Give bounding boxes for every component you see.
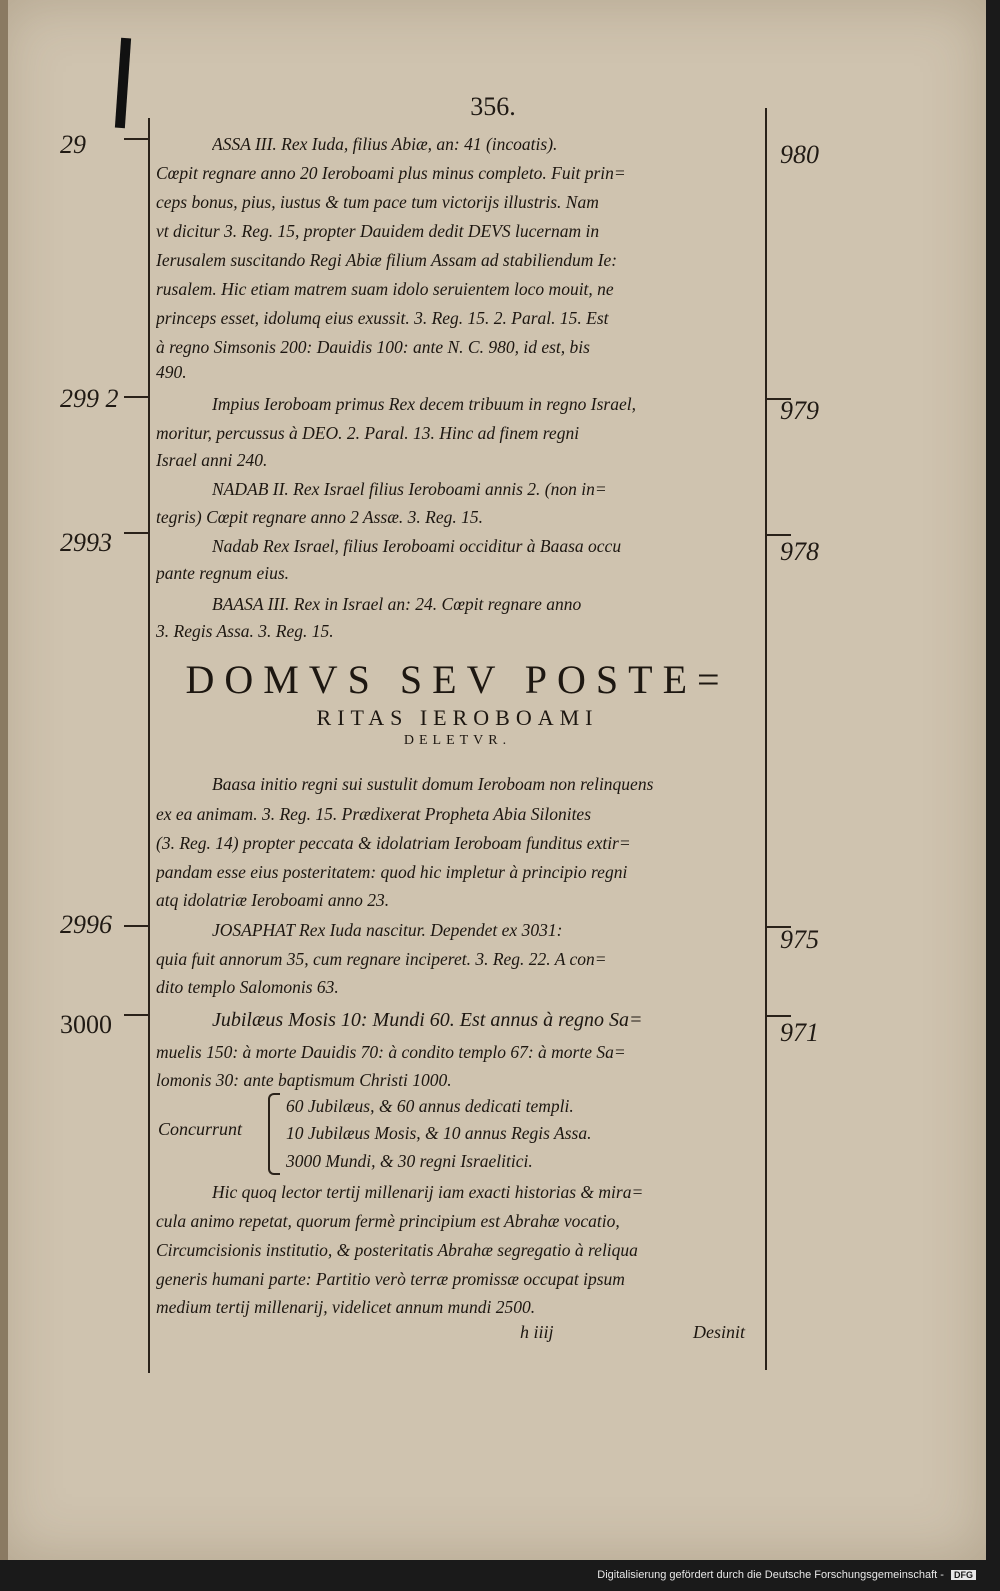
text-line: Impius Ieroboam primus Rex decem tribuum in regno Israel, <box>212 394 636 414</box>
year-anno-mundi: 3000 <box>60 1010 112 1039</box>
year-anno-mundi: 29 <box>60 130 86 159</box>
year-before-christ: 979 <box>780 396 819 425</box>
curly-brace <box>268 1093 280 1175</box>
text-line: medium tertij millenarij, videlicet annum mundi 2500. <box>156 1297 536 1317</box>
text-line: Nadab Rex Israel, filius Ieroboami occiditur à Baasa occu <box>212 536 622 556</box>
text-line: quia fuit annorum 35, cum regnare inciperet. 3. Reg. 22. A con= <box>156 949 607 969</box>
year-anno-mundi: 2993 <box>60 528 112 557</box>
text-line: NADAB II. Rex Israel filius Ieroboami annis 2. (non in= <box>212 479 607 499</box>
year-before-christ: 978 <box>780 537 819 566</box>
text-line: Jubilæus Mosis 10: Mundi 60. Est annus à regno Sa= <box>212 1009 643 1031</box>
right-rule-tick <box>765 1015 791 1017</box>
text-line: JOSAPHAT Rex Iuda nascitur. Dependet ex 3031: <box>212 920 563 940</box>
text-line: ex ea animam. 3. Reg. 15. Prædixerat Propheta Abia Silonites <box>156 804 592 824</box>
text-line: cula animo repetat, quorum fermè principium est Abrahæ vocatio, <box>156 1211 620 1231</box>
text-line: BAASA III. Rex in Israel an: 24. Cœpit regnare anno <box>212 594 582 614</box>
text-line: rusalem. Hic etiam matrem suam idolo seruientem loco mouit, ne <box>156 279 614 299</box>
page-spine-edge <box>0 0 8 1560</box>
text-line: Cœpit regnare anno 20 Ieroboami plus minus completo. Fuit prin= <box>156 163 626 183</box>
catchword: Desinit <box>693 1322 745 1342</box>
dfg-logo: DFG <box>951 1570 976 1580</box>
text-line: Circumcisionis institutio, & posteritatis Abrahæ segregatio à reliqua <box>156 1240 638 1260</box>
section-heading-line2: RITAS IEROBOAMI <box>316 705 599 730</box>
text-line: Israel anni 240. <box>156 450 268 470</box>
right-column-rule <box>765 108 767 1370</box>
concurrunt-item: 10 Jubilæus Mosis, & 10 annus Regis Assa. <box>286 1123 592 1143</box>
right-rule-tick <box>765 534 791 536</box>
text-line: tegris) Cœpit regnare anno 2 Assæ. 3. Reg. 15. <box>156 507 483 527</box>
year-before-christ: 971 <box>780 1018 819 1047</box>
year-before-christ: 975 <box>780 925 819 954</box>
year-anno-mundi: 299 2 <box>60 384 119 413</box>
text-line: moritur, percussus à DEO. 2. Paral. 13. Hinc ad finem regni <box>156 423 580 443</box>
concurrunt-label: Concurrunt <box>158 1119 243 1139</box>
signature-mark: h iiij <box>520 1322 554 1342</box>
text-line: lomonis 30: ante baptismum Christi 1000. <box>156 1070 452 1090</box>
text-line: princeps esset, idolumq eius exussit. 3. Reg. 15. 2. Paral. 15. Est <box>156 308 609 328</box>
text-line: ceps bonus, pius, iustus & tum pace tum victorijs illustris. Nam <box>156 192 599 212</box>
text-line: ASSA III. Rex Iuda, filius Abiæ, an: 41 (incoatis). <box>212 134 558 154</box>
text-line: Hic quoq lector tertij millenarij iam exacti historias & mira= <box>212 1182 644 1202</box>
text-line: 3. Regis Assa. 3. Reg. 15. <box>156 621 334 641</box>
text-line: muelis 150: à morte Dauidis 70: à condito templo 67: à morte Sa= <box>156 1042 626 1062</box>
section-heading-line3: DELETVR. <box>403 733 512 748</box>
year-anno-mundi: 2996 <box>60 910 112 939</box>
text-line: pante regnum eius. <box>156 563 290 583</box>
concurrunt-item: 3000 Mundi, & 30 regni Israelitici. <box>286 1151 533 1171</box>
text-line: 490. <box>156 362 187 382</box>
text-line: Ierusalem suscitando Regi Abiæ filium Assam ad stabiliendum Ie: <box>156 250 618 270</box>
text-line: pandam esse eius posteritatem: quod hic impletur à principio regni <box>156 862 628 882</box>
section-heading: DOMVS SEV POSTE= <box>185 657 730 702</box>
text-line: generis humani parte: Partitio verò terræ promissæ occupat ipsum <box>156 1269 625 1289</box>
digitization-credit <box>0 1569 976 1581</box>
credit-text: Digitalisierung gefördert durch die Deutsche Forschungsgemeinschaft - <box>597 1569 944 1581</box>
text-line: Baasa initio regni sui sustulit domum Ieroboam non relinquens <box>212 774 654 794</box>
concurrunt-item: 60 Jubilæus, & 60 annus dedicati templi. <box>286 1096 574 1116</box>
text-line: atq idolatriæ Ieroboami anno 23. <box>156 890 390 910</box>
text-line: (3. Reg. 14) propter peccata & idolatriam Ieroboam funditus extir= <box>156 833 631 853</box>
text-line: à regno Simsonis 200: Dauidis 100: ante N. C. 980, id est, bis <box>156 337 590 357</box>
year-before-christ: 980 <box>780 140 819 169</box>
text-line: vt dicitur 3. Reg. 15, propter Dauidem dedit DEVS lucernam in <box>156 221 600 241</box>
text-line: dito templo Salomonis 63. <box>156 977 339 997</box>
page-number: 356. <box>470 92 516 121</box>
